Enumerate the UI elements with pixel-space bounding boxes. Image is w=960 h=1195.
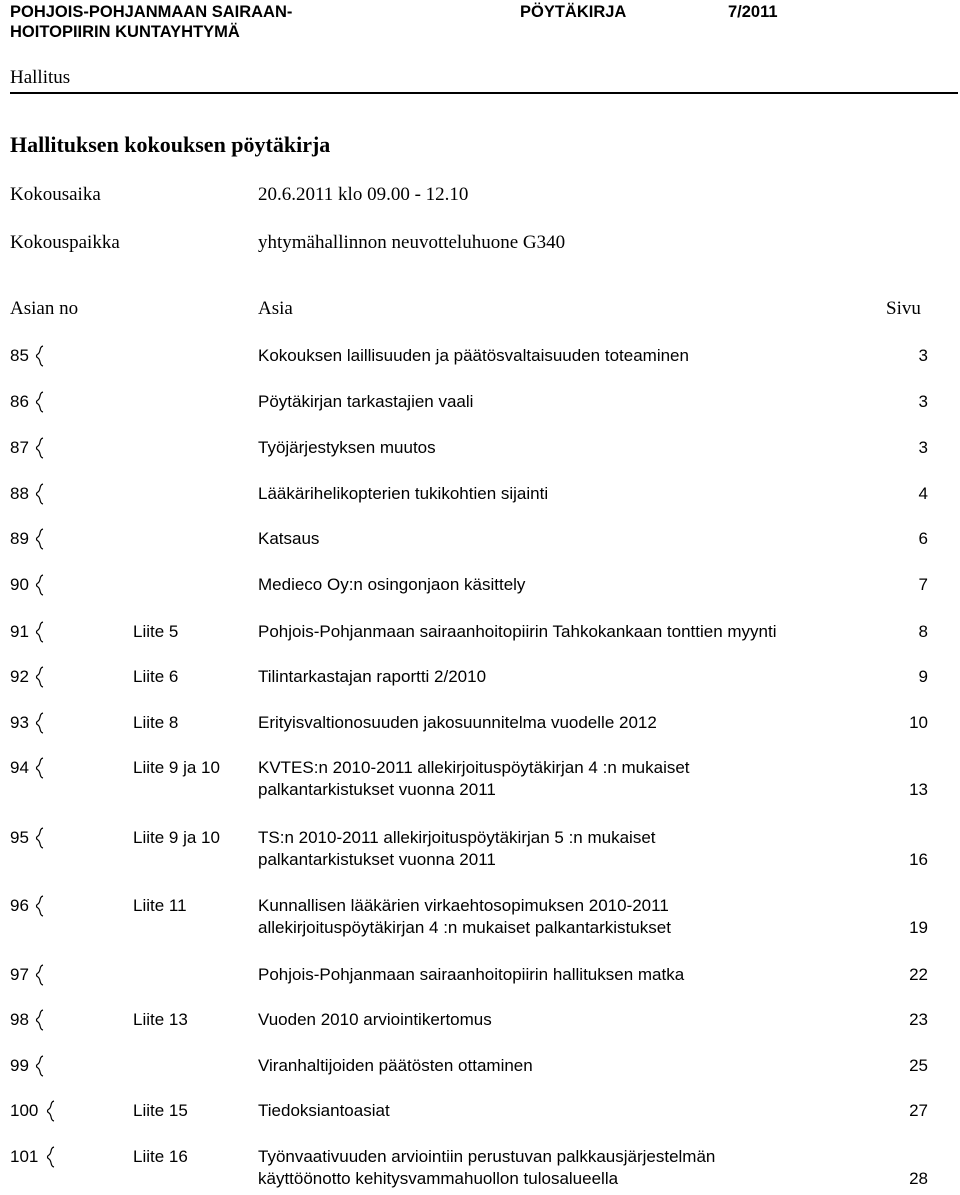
- agenda-item-number: 86: [10, 392, 29, 411]
- agenda-item-topic: [258, 482, 908, 506]
- agenda-item-page: 13: [909, 780, 928, 799]
- agenda-item-number: 90: [10, 575, 29, 594]
- agenda-item-topic-line: palkantarkistukset vuonna 2011: [258, 780, 496, 799]
- agenda-item-page: 7: [918, 575, 928, 594]
- column-header-topic: Asia: [258, 298, 293, 319]
- agenda-item-number: 99: [10, 1056, 29, 1075]
- board-name: Hallitus: [10, 66, 958, 94]
- section-sign-icon: [35, 1054, 47, 1078]
- section-sign-icon: [35, 1008, 47, 1032]
- section-sign-icon: [35, 665, 47, 689]
- agenda-item-topic-line: Pohjois-Pohjanmaan sairaanhoitopiirin Tahkokankaan tonttien myynti: [258, 622, 777, 641]
- agenda-item-number: 100: [10, 1101, 39, 1120]
- agenda-item-number: 91: [10, 622, 29, 641]
- agenda-item-topic-line: palkantarkistukset vuonna 2011: [258, 850, 496, 869]
- document-number: 7/2011: [728, 3, 778, 21]
- agenda-item-page: 27: [909, 1101, 928, 1120]
- agenda-item-topic-line: allekirjoituspöytäkirjan 4 :n mukaiset palkantarkistukset: [258, 918, 671, 937]
- agenda-item-attachment: Liite 16: [133, 1147, 188, 1166]
- organization-name-line1: POHJOIS-POHJANMAAN SAIRAAN-: [10, 3, 293, 21]
- section-sign-icon: [46, 1099, 58, 1123]
- agenda-item-page: 3: [918, 346, 928, 365]
- agenda-item-attachment: Liite 8: [133, 713, 179, 732]
- page-title: Hallituksen kokouksen pöytäkirja: [10, 132, 331, 157]
- organization-name: [10, 2, 390, 42]
- agenda-item-attachment: Liite 6: [133, 667, 179, 686]
- column-header-no: Asian no: [10, 298, 79, 319]
- section-sign-icon: [35, 527, 47, 551]
- agenda-item-page: 22: [909, 965, 928, 984]
- agenda-item-topic: [258, 894, 908, 940]
- agenda-item-attachment: Liite 9 ja 10: [133, 828, 220, 847]
- agenda-item-topic-line: Katsaus: [258, 529, 320, 548]
- agenda-item-topic: [258, 1145, 908, 1191]
- agenda-item-topic: [258, 573, 908, 597]
- agenda-item-page: 23: [909, 1010, 928, 1029]
- agenda-item-topic-line: Tilintarkastajan raportti 2/2010: [258, 667, 487, 686]
- agenda-item-number: 93: [10, 713, 29, 732]
- agenda-item-number: 97: [10, 965, 29, 984]
- agenda-item-number: 95: [10, 828, 29, 847]
- agenda-item-topic: [258, 756, 908, 802]
- agenda-item-topic-line: Erityisvaltionosuuden jakosuunnitelma vuodelle 2012: [258, 713, 657, 732]
- agenda-item-attachment: Liite 5: [133, 622, 179, 641]
- agenda-item-topic-line: TS:n 2010-2011 allekirjoituspöytäkirjan 5 :n mukaiset: [258, 828, 656, 847]
- meeting-place-label: Kokouspaikka: [10, 232, 120, 253]
- agenda-item-page: 4: [918, 484, 928, 503]
- agenda-item-number: 92: [10, 667, 29, 686]
- agenda-item-topic-line: Vuoden 2010 arviointikertomus: [258, 1010, 492, 1029]
- agenda-item-attachment: Liite 13: [133, 1010, 188, 1029]
- agenda-item-topic: [258, 1008, 908, 1032]
- agenda-item-topic-line: Pohjois-Pohjanmaan sairaanhoitopiirin hallituksen matka: [258, 965, 685, 984]
- section-sign-icon: [35, 482, 47, 506]
- column-header-page: Sivu: [886, 298, 921, 319]
- agenda-item-topic-line: Medieco Oy:n osingonjaon käsittely: [258, 575, 526, 594]
- agenda-item-topic-line: KVTES:n 2010-2011 allekirjoituspöytäkirjan 4 :n mukaiset: [258, 758, 690, 777]
- agenda-item-number: 89: [10, 529, 29, 548]
- agenda-item-topic-line: Kunnallisen lääkärien virkaehtosopimuksen 2010-2011: [258, 896, 669, 915]
- agenda-item-page: 19: [909, 918, 928, 937]
- agenda-item-page: 9: [918, 667, 928, 686]
- agenda-item-page: 16: [909, 850, 928, 869]
- agenda-item-topic: [258, 826, 908, 872]
- agenda-item-topic: [258, 963, 908, 987]
- agenda-item-number: 85: [10, 346, 29, 365]
- document-header: [10, 0, 958, 44]
- agenda-item-topic-line: Tiedoksiantoasiat: [258, 1101, 390, 1120]
- section-sign-icon: [35, 963, 47, 987]
- agenda-item-attachment: Liite 9 ja 10: [133, 758, 220, 777]
- agenda-item-attachment: Liite 11: [133, 896, 187, 915]
- section-sign-icon: [46, 1145, 58, 1169]
- section-sign-icon: [35, 344, 47, 368]
- agenda-item-page: 8: [918, 622, 928, 641]
- agenda-item-number: 88: [10, 484, 29, 503]
- agenda-item-attachment: Liite 15: [133, 1101, 188, 1120]
- agenda-item-page: 10: [909, 713, 928, 732]
- agenda-item-page: 28: [909, 1169, 928, 1188]
- agenda-item-topic: [258, 665, 908, 689]
- meeting-time-value: 20.6.2011 klo 09.00 - 12.10: [258, 184, 469, 205]
- section-sign-icon: [35, 756, 47, 780]
- agenda-item-topic: [258, 527, 908, 551]
- section-sign-icon: [35, 436, 47, 460]
- agenda-item-number: 94: [10, 758, 29, 777]
- agenda-item-topic-line: Työnvaativuuden arviointiin perustuvan palkkausjärjestelmän: [258, 1147, 716, 1166]
- section-sign-icon: [35, 826, 47, 850]
- agenda-item-topic: [258, 1099, 908, 1123]
- section-sign-icon: [35, 711, 47, 735]
- agenda-item-topic: [258, 1054, 908, 1078]
- agenda-item-topic: [258, 711, 908, 735]
- section-sign-icon: [35, 894, 47, 918]
- agenda-item-topic-line: Pöytäkirjan tarkastajien vaali: [258, 392, 474, 411]
- document-type: PÖYTÄKIRJA: [520, 3, 627, 21]
- agenda-item-topic: [258, 344, 908, 368]
- agenda-item-topic-line: Kokouksen laillisuuden ja päätösvaltaisuuden toteaminen: [258, 346, 689, 365]
- section-sign-icon: [35, 620, 47, 644]
- agenda-item-number: 87: [10, 438, 29, 457]
- agenda-item-topic-line: Työjärjestyksen muutos: [258, 438, 436, 457]
- agenda-item-page: 3: [918, 392, 928, 411]
- section-sign-icon: [35, 573, 47, 597]
- organization-name-line2: HOITOPIIRIN KUNTAYHTYMÄ: [10, 23, 240, 41]
- agenda-item-number: 96: [10, 896, 29, 915]
- agenda-item-topic-line: Viranhaltijoiden päätösten ottaminen: [258, 1056, 533, 1075]
- section-sign-icon: [35, 390, 47, 414]
- agenda-item-topic: [258, 390, 908, 414]
- agenda-item-number: 98: [10, 1010, 29, 1029]
- agenda-item-page: 3: [918, 438, 928, 457]
- agenda-item-number: 101: [10, 1147, 39, 1166]
- meeting-place-value: yhtymähallinnon neuvotteluhuone G340: [258, 232, 566, 253]
- agenda-item-page: 25: [909, 1056, 928, 1075]
- agenda-item-topic: [258, 620, 908, 644]
- agenda-item-topic: [258, 436, 908, 460]
- meeting-time-label: Kokousaika: [10, 184, 101, 205]
- agenda-item-topic-line: Lääkärihelikopterien tukikohtien sijainti: [258, 484, 549, 503]
- agenda-item-page: 6: [918, 529, 928, 548]
- agenda-item-topic-line: käyttöönotto kehitysvammahuollon tulosalueella: [258, 1169, 619, 1188]
